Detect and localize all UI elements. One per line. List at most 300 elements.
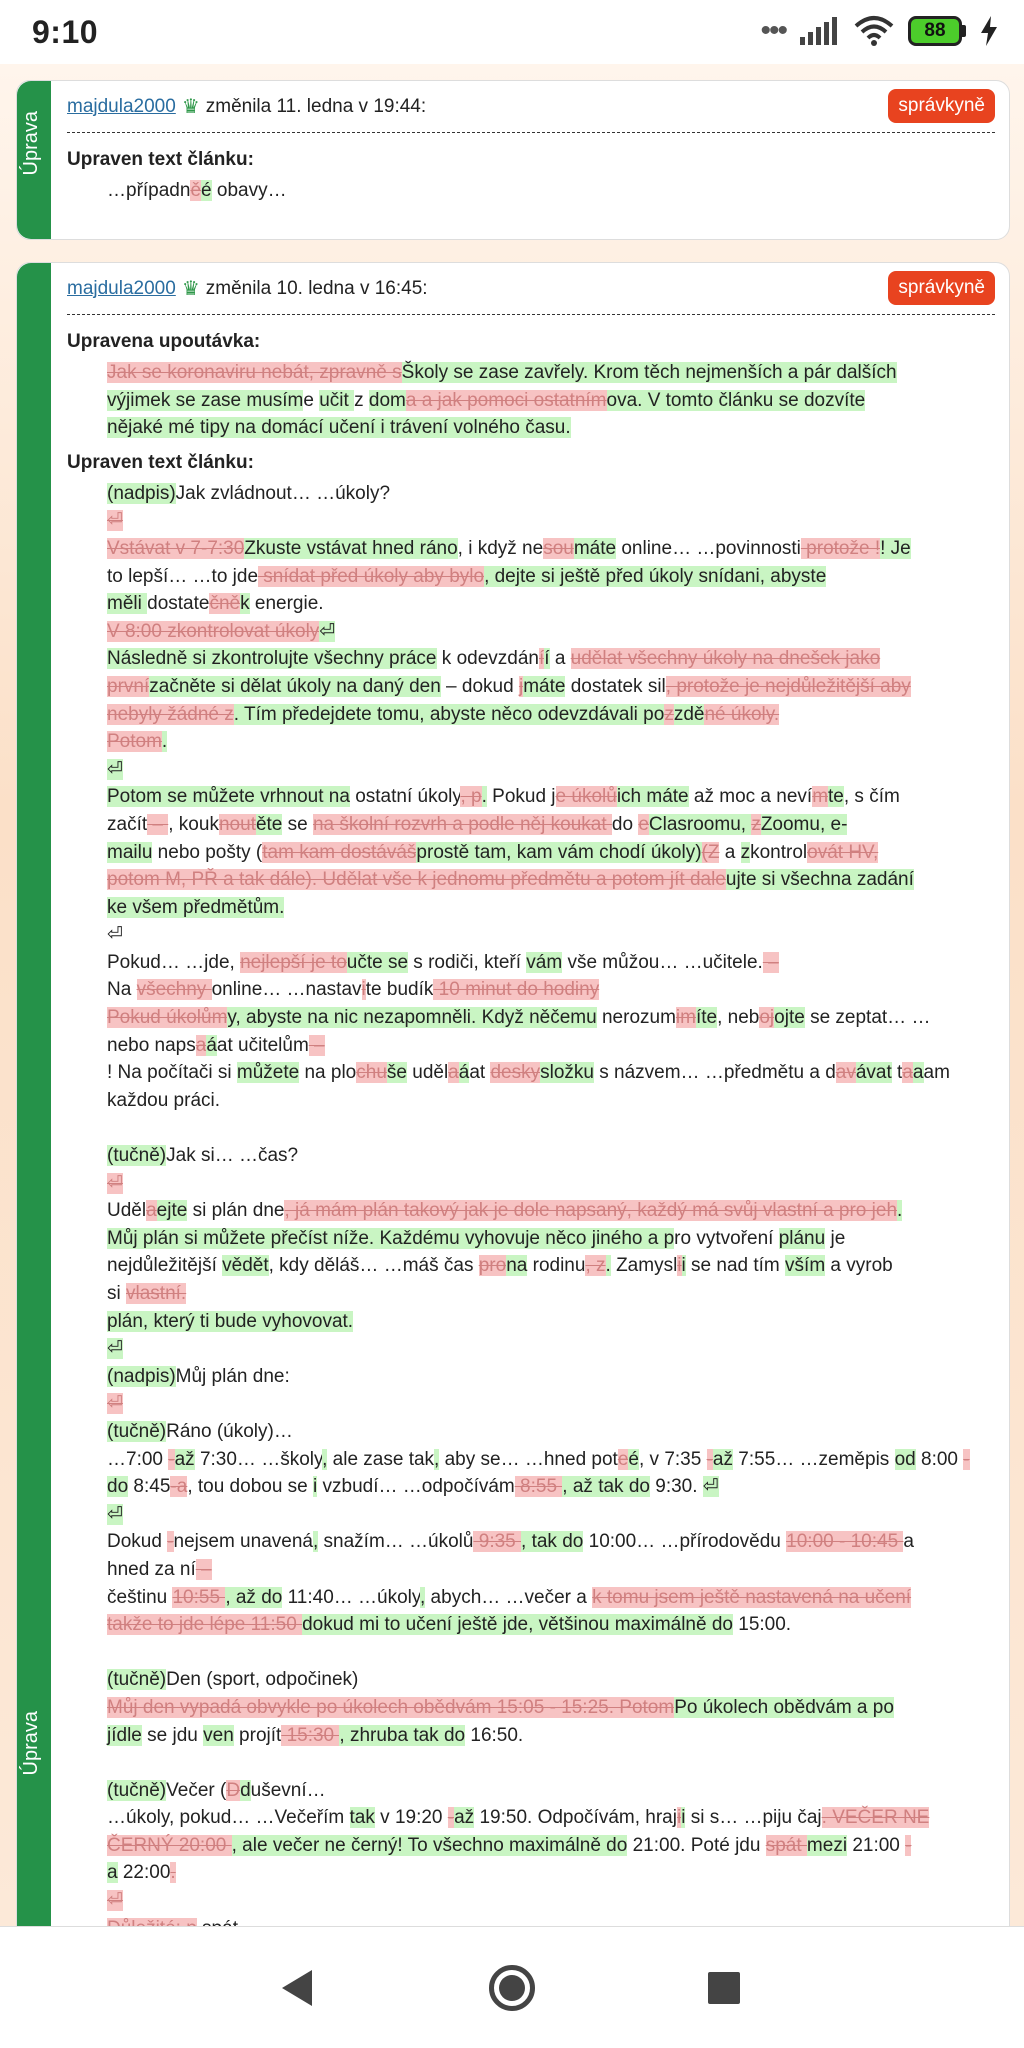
diff-line [107,756,995,784]
inserted-text: . [605,1255,611,1277]
unchanged-text: at [469,1062,491,1084]
deleted-text: ovát HV, [807,841,879,863]
unchanged-text: každou práci. [107,1089,221,1111]
inserted-text: ⏎ [319,620,336,642]
inserted-text: od [894,1448,916,1470]
diff-line [107,535,995,563]
inserted-text: ich máte [616,786,689,808]
inserted-text: (tučně) [107,1420,167,1442]
deleted-text: ě [190,180,202,201]
inserted-text: ěte [255,813,283,835]
diff-line [107,1114,995,1142]
deleted-text: -a [170,1476,188,1498]
inserted-text: až [174,1448,195,1470]
unchanged-text: 7:55… …zeměpis [733,1448,895,1470]
inserted-text: vám [526,951,563,973]
unchanged-text: s názvem… …předmětu a d [593,1062,836,1084]
deleted-text: Potom [107,731,162,753]
inserted-text: (nadpis) [107,482,176,504]
inserted-text: dom [368,389,406,411]
deleted-text: nejlepší je to [240,951,347,973]
deleted-text: ČERNÝ 20:00 [107,1834,232,1856]
status-time: 9:10 [32,13,99,50]
diff-line [107,894,995,922]
inserted-text: nějaké mé tipy na domácí učení i trávení volného času. [107,417,571,439]
diff-line [107,1197,995,1225]
diff-line [107,1446,995,1474]
diff-line [107,1308,995,1336]
inserted-text: , až tak do [562,1476,650,1498]
inserted-text: máte [573,537,617,559]
inserted-text: . Tím předejdete tomu, abyste něco odevzdávali po [233,703,665,725]
diff-line [107,1584,995,1612]
deleted-text: Pokud úkolům [107,1007,228,1029]
edit-sidebar [17,81,51,239]
deleted-text: z [751,813,761,835]
unchanged-text: snažím… …úkolů [318,1531,474,1553]
diff-line [107,1804,995,1832]
inserted-text: jídle [107,1724,142,1746]
unchanged-text: , neb [717,1007,760,1029]
deleted-text: . [170,1862,176,1884]
diff-line [107,359,995,387]
inserted-text: zdě [673,703,705,725]
unchanged-text: e [303,389,320,411]
unchanged-text: Večer ( [166,1779,227,1801]
unchanged-text: 8:45 [128,1476,171,1498]
unchanged-text: 16:50. [465,1724,524,1746]
inserted-text: Zoomu, e- [760,813,848,835]
inserted-text: í [544,648,550,670]
deleted-text: nout [218,813,256,835]
unchanged-text: ostatní úkoly [349,786,461,808]
unchanged-text: dostatek sil [565,675,666,697]
unchanged-text: Pokud… …jde, [107,951,241,973]
inserted-text: do [107,1476,129,1498]
deleted-text: D [226,1779,241,1801]
unchanged-text: 21:00. Poté jdu [627,1834,766,1856]
inserted-text: učit [319,389,355,411]
deleted-text: Vstávat v 7-7:30 [107,537,245,559]
unchanged-text: se nad tím [685,1255,786,1277]
edit-entry-1 [16,80,1010,240]
inserted-text: ven [203,1724,234,1746]
diff-line [107,1501,995,1529]
recent-apps-icon [708,1972,740,2004]
deleted-text: oj [759,1007,775,1029]
diff-line [107,976,995,1004]
inserted-text: , ale večer ne černý! To všechno maximálně do [231,1834,628,1856]
inserted-text: te [828,786,844,808]
inserted-text: d [240,1779,251,1801]
diff-line [107,1473,995,1501]
diff-line [107,921,995,949]
unchanged-text: dostate [147,593,210,615]
role-badge: správkyně [888,271,995,305]
diff-line [107,1887,995,1915]
inserted-text: vědět [222,1255,269,1277]
inserted-text: mezi [806,1834,848,1856]
diff-line [107,507,995,535]
unchanged-text: ⏎ [107,924,123,946]
diff-line [107,949,995,977]
deleted-text: m [812,786,829,808]
deleted-text: pro [478,1255,507,1277]
unchanged-text: začít [107,813,148,835]
deleted-text: (Z [701,841,720,863]
deleted-text: takže to jde lépe 11:50 [107,1614,303,1636]
deleted-text: ⏎ [107,1172,123,1194]
diff-line [107,1142,995,1170]
diff-line [107,1666,995,1694]
inserted-text: , [420,1586,426,1608]
unchanged-text: vzbudí… …odpočívám [317,1476,515,1498]
inserted-text: , tak do [521,1531,584,1553]
unchanged-text: uševní… [250,1779,326,1801]
deleted-text: - [168,1448,175,1470]
unchanged-text: si [107,1283,126,1304]
diff-line [107,866,995,894]
deleted-text: V 8:00 zkontrolovat úkoly [107,620,320,642]
unchanged-text: Jak zvládnout… …úkoly? [175,482,391,504]
status-icons [760,14,998,48]
inserted-text: ávat [855,1062,892,1084]
inserted-text: až [712,1448,733,1470]
deleted-text: - [447,1807,455,1829]
crown-icon: ♛ [181,96,200,118]
diff-line [107,1032,995,1060]
diff-line [107,1749,995,1777]
unchanged-text: ! Na počítači si [107,1062,237,1084]
unchanged-text: v 19:20 [374,1807,448,1829]
diff-line [107,728,995,756]
deleted-text: Můj den vypadá obvykle po úkolech obědvám 15:05 - 15:25. Potom [107,1696,675,1718]
deleted-text: e [638,813,649,835]
unchanged-text: Na [107,979,137,1001]
inserted-text: výjimek se zase musím [107,389,304,411]
inserted-text: , [312,1531,319,1553]
deleted-text: sou [543,537,574,559]
unchanged-text: do [611,813,639,835]
history-list[interactable] [0,64,1024,1926]
unchanged-text: nebo pošty ( [152,841,263,863]
unchanged-text: …7:00 [107,1448,169,1470]
battery-level: 88 [924,20,946,41]
home-icon [489,1965,535,2011]
inserted-text: Můj plán si můžete přečíst níže. Každému vyhovuje něco jiného a p [107,1227,675,1249]
deleted-text: im [675,1007,696,1029]
deleted-text: , p [460,786,482,808]
diff-line [107,701,995,729]
deleted-text: 9:35 [473,1531,522,1553]
deleted-text: spát [765,1834,807,1856]
deleted-text: í [538,648,545,670]
diff-line [107,480,995,508]
diff-line [107,1639,995,1667]
unchanged-text: Dokud [107,1531,168,1553]
diff-line [107,1280,995,1308]
inserted-text: Potom se můžete vrhnout na [107,786,350,808]
unchanged-text: Jak si… …čas? [166,1145,299,1167]
diff-line [107,673,995,701]
edit-entry-2 [16,262,1010,1962]
diff-line [107,1252,995,1280]
deleted-text: Jak se koronaviru nebát, zpravně s [107,362,402,383]
deleted-text: - [905,1834,912,1856]
deleted-text: a [146,1200,157,1222]
deleted-text: ⏎ [107,1890,123,1912]
deleted-text: 10:00 - 10:45 [786,1531,904,1553]
inserted-text: ova. V tomto článku se dozvíte [606,389,866,411]
deleted-text: a [448,1062,459,1084]
diff-line [107,618,995,646]
diff-line [107,1363,995,1391]
unchanged-text: se [282,813,313,835]
unchanged-text: Můj plán dne: [175,1365,290,1387]
diff-line [107,414,995,442]
inserted-text: Zkuste vstávat hned ráno [244,537,458,559]
back-button[interactable] [270,1961,324,2015]
unchanged-text: a vyrob [825,1255,893,1277]
inserted-text: ⏎ [107,1338,123,1360]
unchanged-text: je [825,1227,846,1249]
unchanged-text: hned za ní [107,1558,196,1580]
inserted-text: Následně si zkontrolujte všechny práce [107,648,437,670]
inserted-text: á [206,1034,217,1056]
inserted-text: a [912,1062,924,1084]
unchanged-text: …úkoly, pokud… …Večeřím [107,1807,350,1829]
unchanged-text: češtinu [107,1586,173,1608]
unchanged-text: energie. [249,593,324,615]
unchanged-text: , kdy děláš… …máš čas [268,1255,479,1277]
inserted-text: ⏎ [107,1503,123,1525]
unchanged-text: ro vytvoření [674,1227,779,1249]
unchanged-text: online… …nastav [211,979,362,1001]
inserted-text: tak [349,1807,375,1829]
unchanged-text: nebo naps [107,1034,196,1056]
deleted-text: 10:55 [172,1586,226,1608]
inserted-text: plán, který ti bude vyhovovat. [107,1310,354,1332]
deleted-text: udělat všechny úkoly na dnešek jako [570,648,881,670]
deleted-text: z [664,703,674,725]
unchanged-text: 11:40… …úkoly [282,1586,420,1608]
unchanged-text: Ráno (úkoly)… [166,1420,293,1442]
deleted-text: 15:30 [281,1724,340,1746]
diff-line [107,1611,995,1639]
diff-line [107,1832,995,1860]
inserted-text: až [454,1807,475,1829]
unchanged-text: nejdůležitější [107,1255,223,1277]
diff-line [107,1722,995,1750]
unchanged-text: a [549,648,571,670]
navigation-bar [0,1926,1024,2048]
unchanged-text: , i když ne [457,537,544,559]
teaser-title: Upravena upoutávka: [67,331,261,352]
deleted-text: j [518,675,524,697]
diff-line [107,1528,995,1556]
unchanged-text: a [719,841,741,863]
inserted-text: še [386,1062,407,1084]
inserted-text: ujte si všechna zadání [725,869,914,891]
inserted-text: i [681,1807,686,1829]
inserted-text: (tučně) [107,1779,167,1801]
inserted-text: začněte si dělat úkoly na daný den [149,675,441,697]
unchanged-text: , s čím [843,786,900,808]
deleted-text: e úkolů [555,786,617,808]
user-link[interactable]: majdula2000 [67,277,176,299]
inserted-text: máte [523,675,566,697]
deleted-text: - [167,1531,174,1553]
diff-line [107,387,995,415]
deleted-text: první [107,675,150,697]
unchanged-text: se jdu [141,1724,204,1746]
deleted-text: vlastní. [126,1283,187,1304]
user-link[interactable]: majdula2000 [67,95,176,117]
diff-line [107,177,995,205]
diff-line [107,645,995,673]
unchanged-text: uděl [406,1062,449,1084]
inserted-text: . [481,786,487,808]
diff-line [107,783,995,811]
unchanged-text: am [923,1062,950,1084]
inserted-text: mailu [107,841,153,863]
inserted-text: , [434,1448,440,1470]
unchanged-text: vše můžou… …učitele. [562,951,763,973]
inserted-text: . [161,731,168,753]
deleted-text: chu [356,1062,387,1084]
crown-icon: ♛ [181,278,200,300]
unchanged-text: z [354,389,369,411]
deleted-text: - [706,1448,713,1470]
deleted-text: potom M, PŘ a tak dále). Udělat vše k jednomu předmětu a potom jít dale [107,869,726,891]
diff-line [107,1694,995,1722]
inserted-text: složku [540,1062,594,1084]
deleted-text: a [902,1062,913,1084]
deleted-text: ⏎ [107,510,123,532]
deleted-text: - [963,1448,970,1470]
inserted-text: é [201,180,212,201]
inserted-text: . [897,1200,903,1222]
unchanged-text: 7:30… …školy [194,1448,323,1470]
unchanged-text: 9:30. [649,1476,703,1498]
diff-line [107,1777,995,1805]
inserted-text: můžete [236,1062,300,1084]
deleted-text: všechny [136,979,212,1001]
unchanged-text: at učitelům [216,1034,309,1056]
diff-line [107,1556,995,1584]
deleted-text: né úkoly. [704,703,780,725]
inserted-text: Po úkolech obědvám a po [674,1696,894,1718]
diff-line [107,590,995,618]
recent-apps-button[interactable] [697,1961,751,2015]
more-dots-icon: ••• [760,14,786,47]
unchanged-text: – dokud [440,675,519,697]
unchanged-text: Zamysl [610,1255,678,1277]
deleted-text: av [835,1062,856,1084]
inserted-text: ⏎ [702,1476,719,1498]
deleted-text: – [308,1034,325,1056]
role-badge: správkyně [888,89,995,123]
diff-line [107,1170,995,1198]
inserted-text: (tučně) [107,1669,167,1691]
section-title: Upraven text článku: [67,149,254,170]
inserted-text: ojte [774,1007,805,1029]
edit-timestamp: změnila 11. ledna v 19:44: [205,95,427,117]
unchanged-text: Den (sport, odpočinek) [166,1669,359,1691]
unchanged-text: 8:00 [915,1448,964,1470]
deleted-text: , z [585,1255,606,1277]
inserted-text: , [322,1448,328,1470]
deleted-text: protože ! [800,537,881,559]
unchanged-text: projít [233,1724,282,1746]
diff-line [107,1004,995,1032]
inserted-text: ⏎ [107,758,123,780]
deleted-text: 8:55 [514,1476,563,1498]
deleted-text: – [762,951,779,973]
unchanged-text: Pokud j [486,786,556,808]
unchanged-text: abych… …večer a [425,1586,593,1608]
wifi-icon [854,16,894,46]
inserted-text: vším [785,1255,826,1277]
inserted-text: , až do [225,1586,283,1608]
status-bar [0,0,1024,64]
deleted-text: snídat před úkoly aby bylo [258,565,485,587]
diff-line [107,811,995,839]
edit-sidebar [17,263,51,1961]
text-diff [107,480,995,1942]
unchanged-text: , v 7:35 [638,1448,707,1470]
deleted-text: – [195,1558,212,1580]
unchanged-text: ale zase tak [327,1448,435,1470]
inserted-text: , zhruba tak do [339,1724,466,1746]
inserted-text: na [506,1255,528,1277]
unchanged-text: na plo [299,1062,357,1084]
diff-line [107,1225,995,1253]
unchanged-text: 10:00… …přírodovědu [583,1531,787,1553]
charging-icon [980,16,998,46]
edit-type-label: Úprava [20,1711,42,1776]
inserted-text: ejte [156,1200,188,1222]
inserted-text: dokud mi to učení ještě jde, většinou maximálně do [302,1614,733,1636]
unchanged-text: t [891,1062,903,1084]
diff-line [107,839,995,867]
inserted-text: učte se [346,951,409,973]
deleted-text: ⏎ [107,1393,123,1415]
deleted-text: tam kam dostáváš [262,841,417,863]
inserted-text: ke všem předmětům. [107,896,285,918]
unchanged-text: 15:00. [732,1614,792,1636]
unchanged-text: rodinu [527,1255,586,1277]
deleted-text: nebyly žádné z [107,703,234,725]
unchanged-text: 19:50. Odpočívám, hraj [474,1807,677,1829]
deleted-text: , protože je nejdůležitější aby [665,675,911,697]
deleted-text: – [147,813,169,835]
deleted-text: i [676,1807,682,1829]
teaser-diff [107,359,995,442]
battery-icon [908,16,966,46]
unchanged-text: si plán dne [187,1200,285,1222]
unchanged-text: 22:00 [117,1862,171,1884]
deleted-text: 10 minut do hodiny [433,979,600,1001]
home-button[interactable] [485,1961,539,2015]
unchanged-text: s rodiči, kteří [408,951,527,973]
unchanged-text: , tou dobou se [187,1476,314,1498]
signal-icon [800,17,840,45]
inserted-text: a [107,1862,118,1884]
unchanged-text: se zeptat… … [804,1007,931,1029]
inserted-text: é [628,1448,639,1470]
deleted-text: i [677,1255,682,1277]
